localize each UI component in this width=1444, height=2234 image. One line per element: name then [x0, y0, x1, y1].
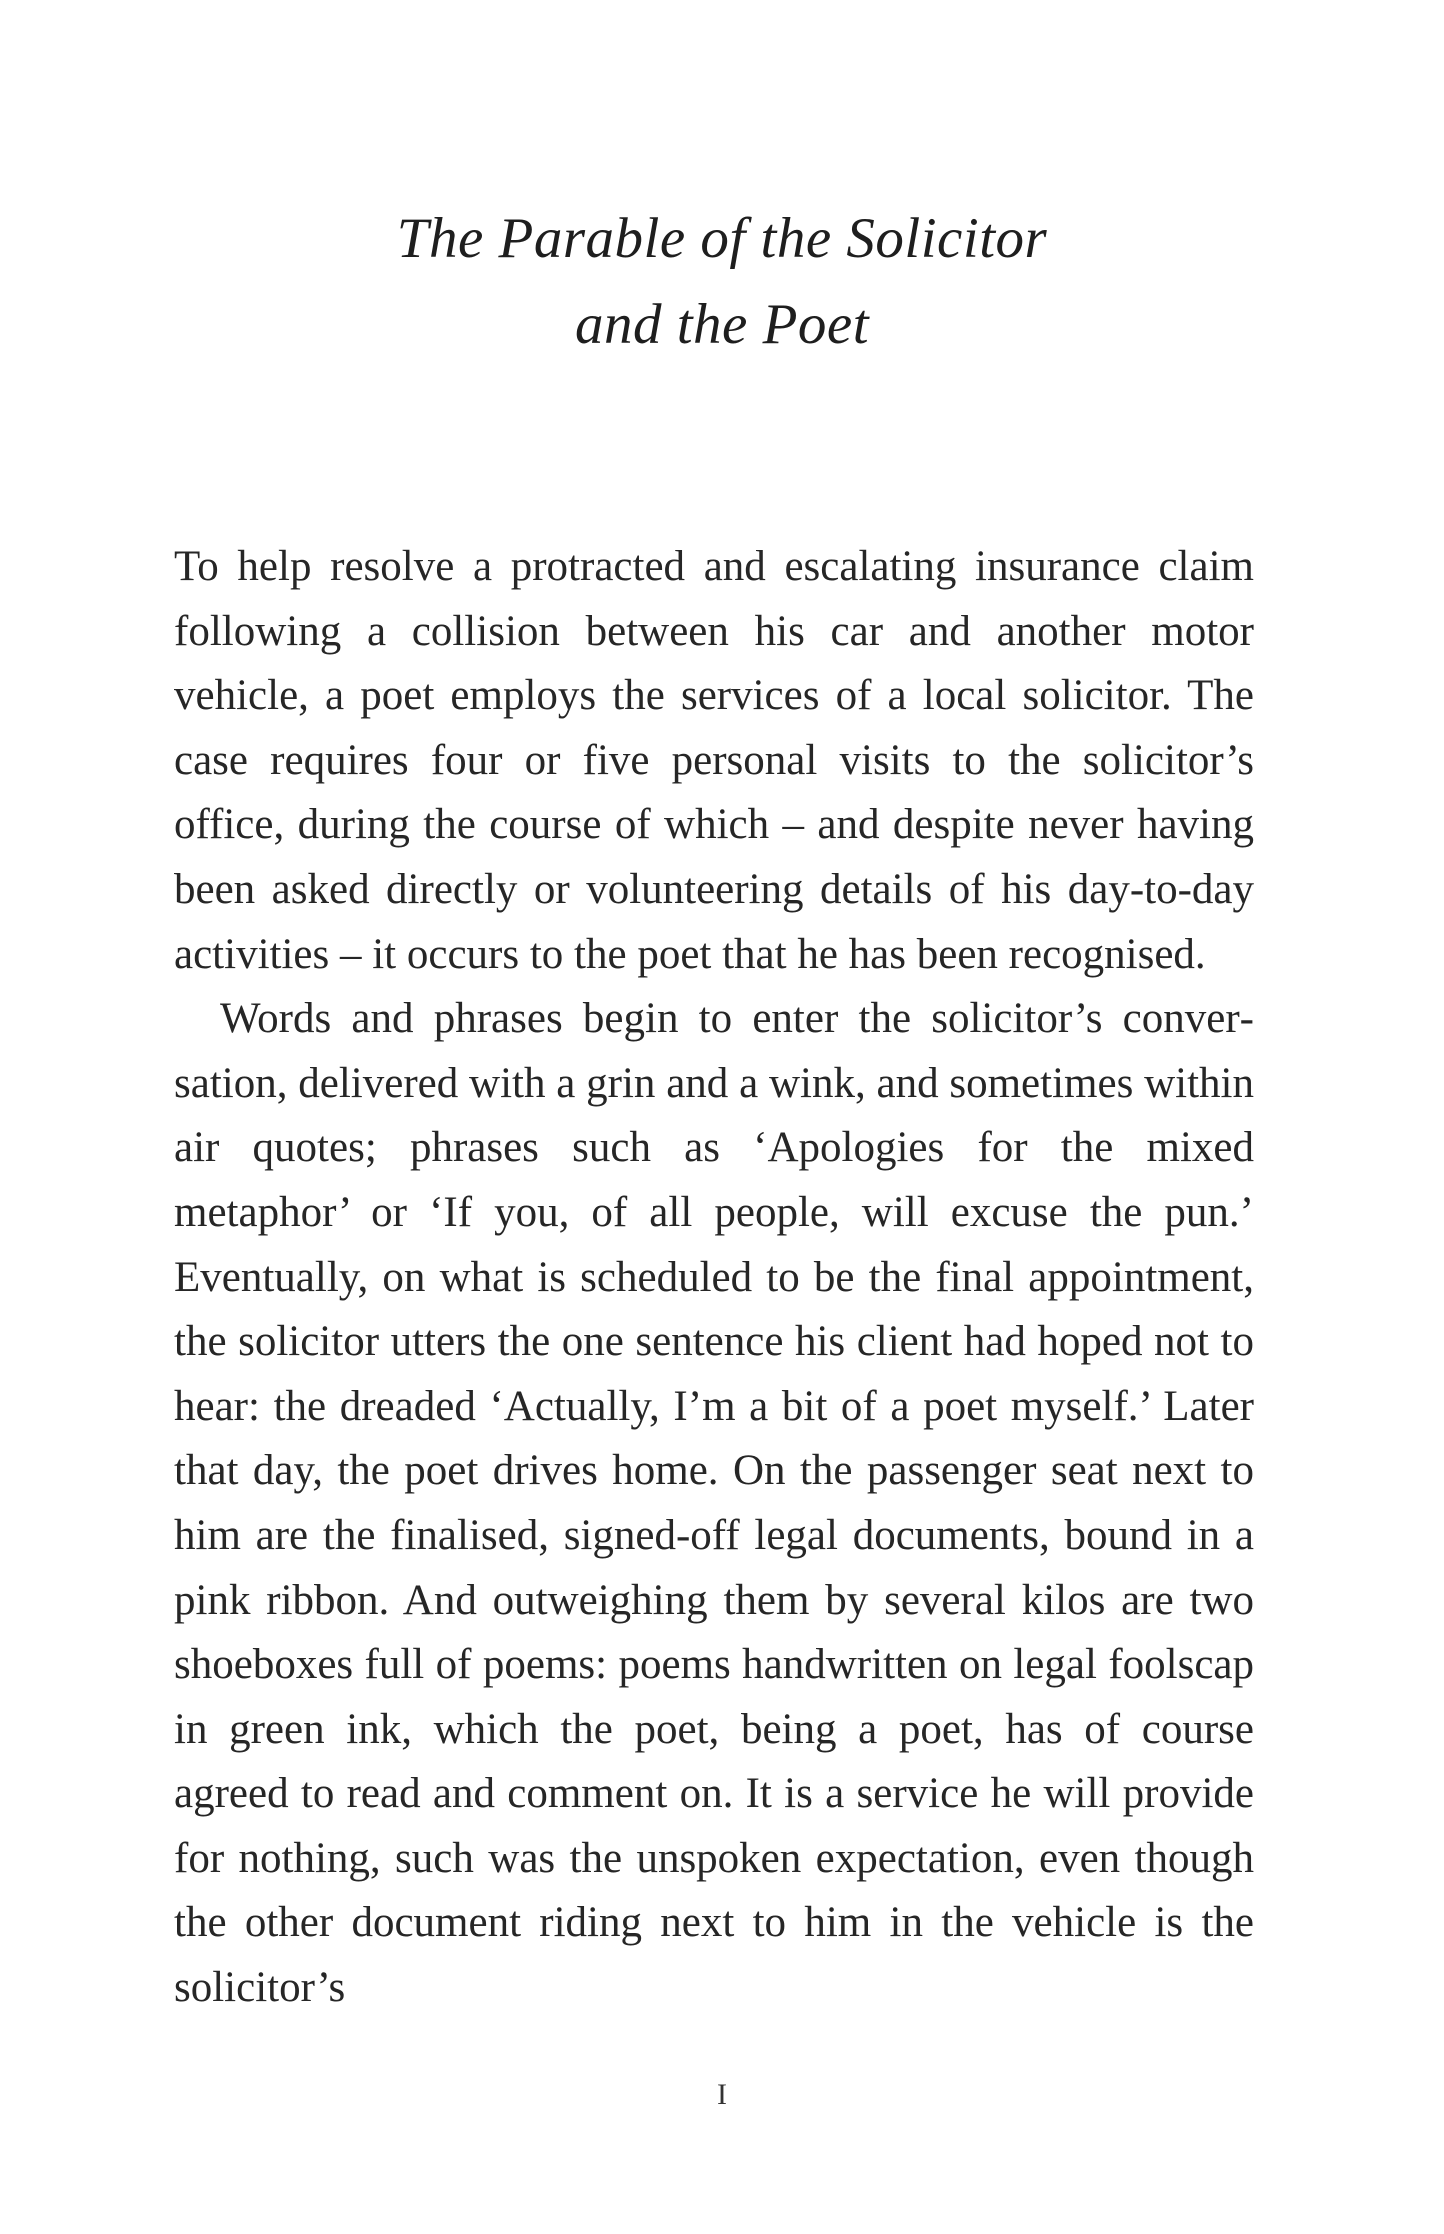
chapter-title-line-1: The Parable of the Solicitor: [396, 207, 1048, 270]
page-number: I: [717, 2078, 727, 2111]
chapter-title-line-2: and the Poet: [574, 293, 870, 356]
body-text: [174, 535, 1254, 2021]
paragraph-1: To help resolve a protracted and escalating insurance claim following a collision between his car and another motor vehicle, a poet employs the services of a local solicitor. The case requires four or five personal visits to the solicitor’s office, during the course of which – and despite never having been asked directly or volunteering details of his day-to-day activities – it occurs to the poet that he has been recognised.: [174, 543, 1254, 978]
chapter-title: [0, 196, 1444, 368]
paragraph-2: Words and phrases begin to enter the solicitor’s conversation, delivered with a grin and a wink, and sometimes within air quotes; phrases such as ‘Apologies for the mixed metaphor’ or ‘If you, of all people, will excuse the pun.’ Eventually, on what is scheduled to be the final appointment, the solicitor utters the one sentence his client had hoped not to hear: the dreaded ‘Actually, I’m a bit of a poet myself.’ Later that day, the poet drives home. On the passenger seat next to him are the finalised, signed-off legal documents, bound in a pink ribbon. And outweighing them by several kilos are two shoeboxes full of poems: poems handwritten on legal foolscap in green ink, which the poet, being a poet, has of course agreed to read and comment on. It is a service he will provide for nothing, such was the unspoken expectation, even though the other document riding next to him in the vehicle is the solicitor’s: [174, 995, 1254, 2012]
